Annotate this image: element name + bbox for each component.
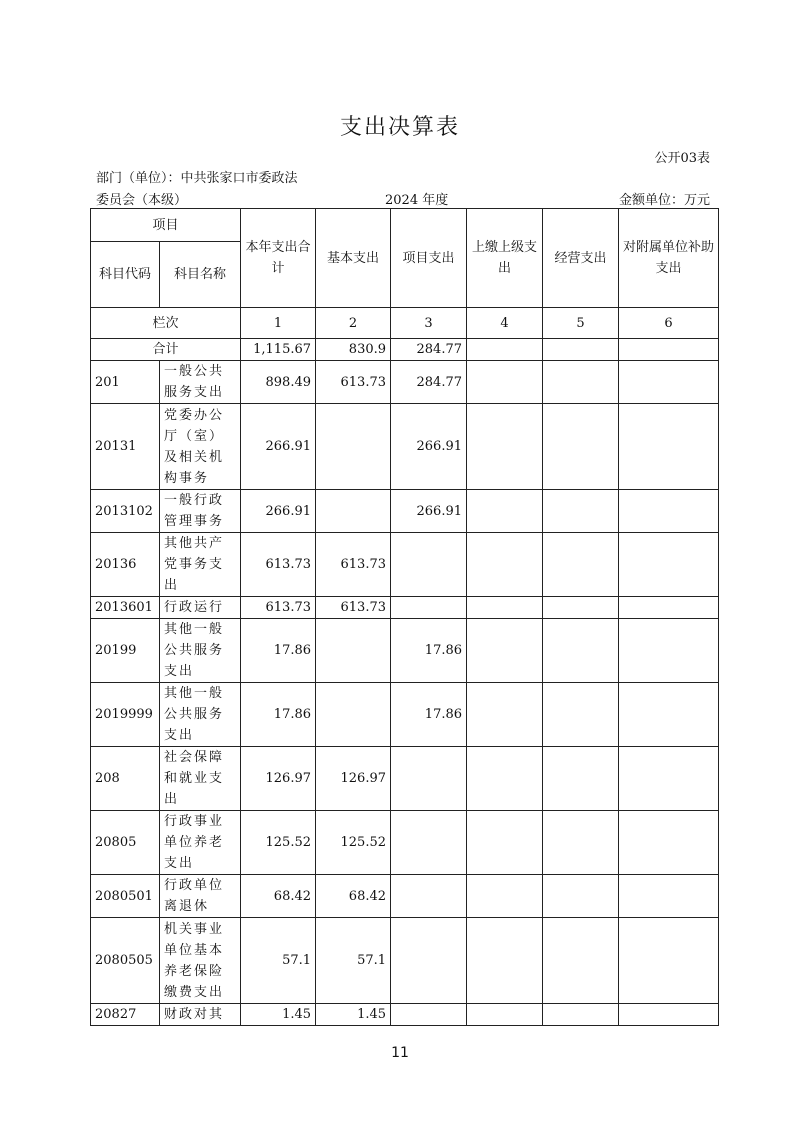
subject-code: 2080505 bbox=[91, 918, 160, 1004]
subsidy-amount bbox=[619, 597, 719, 619]
table-row bbox=[91, 747, 719, 811]
subject-code: 2080501 bbox=[91, 875, 160, 918]
upper-amount bbox=[467, 875, 543, 918]
upper-amount bbox=[467, 404, 543, 490]
table-row bbox=[91, 1004, 719, 1026]
subject-name: 行政单位离退休 bbox=[160, 875, 241, 918]
business-amount bbox=[543, 875, 619, 918]
header-business: 经营支出 bbox=[543, 209, 619, 308]
column-index-5: 5 bbox=[543, 308, 619, 339]
total-amount: 613.73 bbox=[241, 597, 316, 619]
subsidy-amount bbox=[619, 747, 719, 811]
total-amount: 898.49 bbox=[241, 361, 316, 404]
project-amount bbox=[391, 533, 467, 597]
expenditure-table bbox=[90, 208, 719, 1026]
business-amount bbox=[543, 404, 619, 490]
header-upper: 上缴上级支出 bbox=[467, 209, 543, 308]
project-amount: 17.86 bbox=[391, 619, 467, 683]
table-row bbox=[91, 875, 719, 918]
upper-amount bbox=[467, 747, 543, 811]
basic-amount: 613.73 bbox=[316, 597, 391, 619]
subject-name: 一般行政管理事务 bbox=[160, 490, 241, 533]
subject-code: 2013102 bbox=[91, 490, 160, 533]
totals-row bbox=[91, 339, 719, 361]
basic-amount: 57.1 bbox=[316, 918, 391, 1004]
total-amount: 613.73 bbox=[241, 533, 316, 597]
basic-amount bbox=[316, 490, 391, 533]
upper-amount bbox=[467, 533, 543, 597]
basic-amount: 125.52 bbox=[316, 811, 391, 875]
upper-amount bbox=[467, 597, 543, 619]
business-amount bbox=[543, 1004, 619, 1026]
subject-code: 201 bbox=[91, 361, 160, 404]
column-index-label: 栏次 bbox=[91, 308, 241, 339]
subject-code: 20199 bbox=[91, 619, 160, 683]
project-amount bbox=[391, 811, 467, 875]
totals-upper bbox=[467, 339, 543, 361]
project-amount: 266.91 bbox=[391, 490, 467, 533]
project-amount bbox=[391, 597, 467, 619]
table-row bbox=[91, 918, 719, 1004]
project-amount bbox=[391, 1004, 467, 1026]
project-amount: 266.91 bbox=[391, 404, 467, 490]
project-amount bbox=[391, 918, 467, 1004]
subsidy-amount bbox=[619, 619, 719, 683]
subsidy-amount bbox=[619, 683, 719, 747]
subsidy-amount bbox=[619, 361, 719, 404]
page-number: 11 bbox=[391, 1045, 409, 1061]
total-amount: 266.91 bbox=[241, 404, 316, 490]
column-index-row bbox=[91, 308, 719, 339]
business-amount bbox=[543, 619, 619, 683]
totals-total: 1,115.67 bbox=[241, 339, 316, 361]
table-row bbox=[91, 811, 719, 875]
upper-amount bbox=[467, 1004, 543, 1026]
business-amount bbox=[543, 597, 619, 619]
header-total: 本年支出合计 bbox=[241, 209, 316, 308]
basic-amount bbox=[316, 619, 391, 683]
column-index-3: 3 bbox=[391, 308, 467, 339]
basic-amount: 68.42 bbox=[316, 875, 391, 918]
business-amount bbox=[543, 918, 619, 1004]
subsidy-amount bbox=[619, 811, 719, 875]
totals-basic: 830.9 bbox=[316, 339, 391, 361]
subsidy-amount bbox=[619, 533, 719, 597]
business-amount bbox=[543, 361, 619, 404]
subject-code: 20136 bbox=[91, 533, 160, 597]
upper-amount bbox=[467, 619, 543, 683]
subsidy-amount bbox=[619, 404, 719, 490]
header-subsidy: 对附属单位补助支出 bbox=[619, 209, 719, 308]
department-line-1: 部门（单位）：中共张家口市委政法 bbox=[96, 171, 298, 186]
basic-amount bbox=[316, 404, 391, 490]
project-amount: 284.77 bbox=[391, 361, 467, 404]
amount-unit: 金额单位：万元 bbox=[618, 193, 710, 208]
total-amount: 1.45 bbox=[241, 1004, 316, 1026]
header-subject-name: 科目名称 bbox=[160, 242, 241, 308]
basic-amount bbox=[316, 683, 391, 747]
table-row bbox=[91, 404, 719, 490]
project-amount bbox=[391, 747, 467, 811]
total-amount: 57.1 bbox=[241, 918, 316, 1004]
total-amount: 17.86 bbox=[241, 619, 316, 683]
totals-subsidy bbox=[619, 339, 719, 361]
project-amount bbox=[391, 875, 467, 918]
fiscal-year: 2024 年度 bbox=[385, 193, 449, 208]
page-title: 支出决算表 bbox=[339, 115, 460, 140]
column-index-4: 4 bbox=[467, 308, 543, 339]
subject-name: 其他一般公共服务支出 bbox=[160, 619, 241, 683]
upper-amount bbox=[467, 811, 543, 875]
project-amount: 17.86 bbox=[391, 683, 467, 747]
business-amount bbox=[543, 490, 619, 533]
upper-amount bbox=[467, 683, 543, 747]
business-amount bbox=[543, 533, 619, 597]
total-amount: 126.97 bbox=[241, 747, 316, 811]
total-amount: 68.42 bbox=[241, 875, 316, 918]
subject-code: 208 bbox=[91, 747, 160, 811]
table-row bbox=[91, 683, 719, 747]
header-project: 项目支出 bbox=[391, 209, 467, 308]
subject-name: 一般公共服务支出 bbox=[160, 361, 241, 404]
business-amount bbox=[543, 683, 619, 747]
column-index-1: 1 bbox=[241, 308, 316, 339]
subject-name: 机关事业单位基本养老保险缴费支出 bbox=[160, 918, 241, 1004]
upper-amount bbox=[467, 490, 543, 533]
subject-code: 20131 bbox=[91, 404, 160, 490]
subsidy-amount bbox=[619, 1004, 719, 1026]
subject-name: 行政事业单位养老支出 bbox=[160, 811, 241, 875]
table-row bbox=[91, 597, 719, 619]
subject-name: 社会保障和就业支出 bbox=[160, 747, 241, 811]
subsidy-amount bbox=[619, 490, 719, 533]
basic-amount: 613.73 bbox=[316, 533, 391, 597]
header-basic: 基本支出 bbox=[316, 209, 391, 308]
subject-code: 2013601 bbox=[91, 597, 160, 619]
header-row-1 bbox=[91, 209, 719, 242]
total-amount: 125.52 bbox=[241, 811, 316, 875]
totals-project: 284.77 bbox=[391, 339, 467, 361]
subject-name: 其他一般公共服务支出 bbox=[160, 683, 241, 747]
table-row bbox=[91, 533, 719, 597]
upper-amount bbox=[467, 918, 543, 1004]
column-index-6: 6 bbox=[619, 308, 719, 339]
subject-code: 20805 bbox=[91, 811, 160, 875]
column-index-2: 2 bbox=[316, 308, 391, 339]
totals-label: 合计 bbox=[91, 339, 241, 361]
subject-code: 20827 bbox=[91, 1004, 160, 1026]
basic-amount: 1.45 bbox=[316, 1004, 391, 1026]
total-amount: 17.86 bbox=[241, 683, 316, 747]
form-number: 公开03表 bbox=[654, 151, 710, 166]
basic-amount: 126.97 bbox=[316, 747, 391, 811]
table-row bbox=[91, 361, 719, 404]
header-item: 项目 bbox=[91, 209, 241, 242]
subject-name: 其他共产党事务支出 bbox=[160, 533, 241, 597]
subject-name: 财政对其 bbox=[160, 1004, 241, 1026]
subject-name: 行政运行 bbox=[160, 597, 241, 619]
basic-amount: 613.73 bbox=[316, 361, 391, 404]
subject-code: 2019999 bbox=[91, 683, 160, 747]
table-row bbox=[91, 619, 719, 683]
table-row bbox=[91, 490, 719, 533]
business-amount bbox=[543, 747, 619, 811]
department-line-2: 委员会（本级） bbox=[96, 193, 188, 208]
table-body bbox=[91, 209, 719, 1026]
header-subject-code: 科目代码 bbox=[91, 242, 160, 308]
total-amount: 266.91 bbox=[241, 490, 316, 533]
upper-amount bbox=[467, 361, 543, 404]
subject-name: 党委办公厅（室）及相关机构事务 bbox=[160, 404, 241, 490]
totals-business bbox=[543, 339, 619, 361]
subsidy-amount bbox=[619, 875, 719, 918]
subsidy-amount bbox=[619, 918, 719, 1004]
business-amount bbox=[543, 811, 619, 875]
